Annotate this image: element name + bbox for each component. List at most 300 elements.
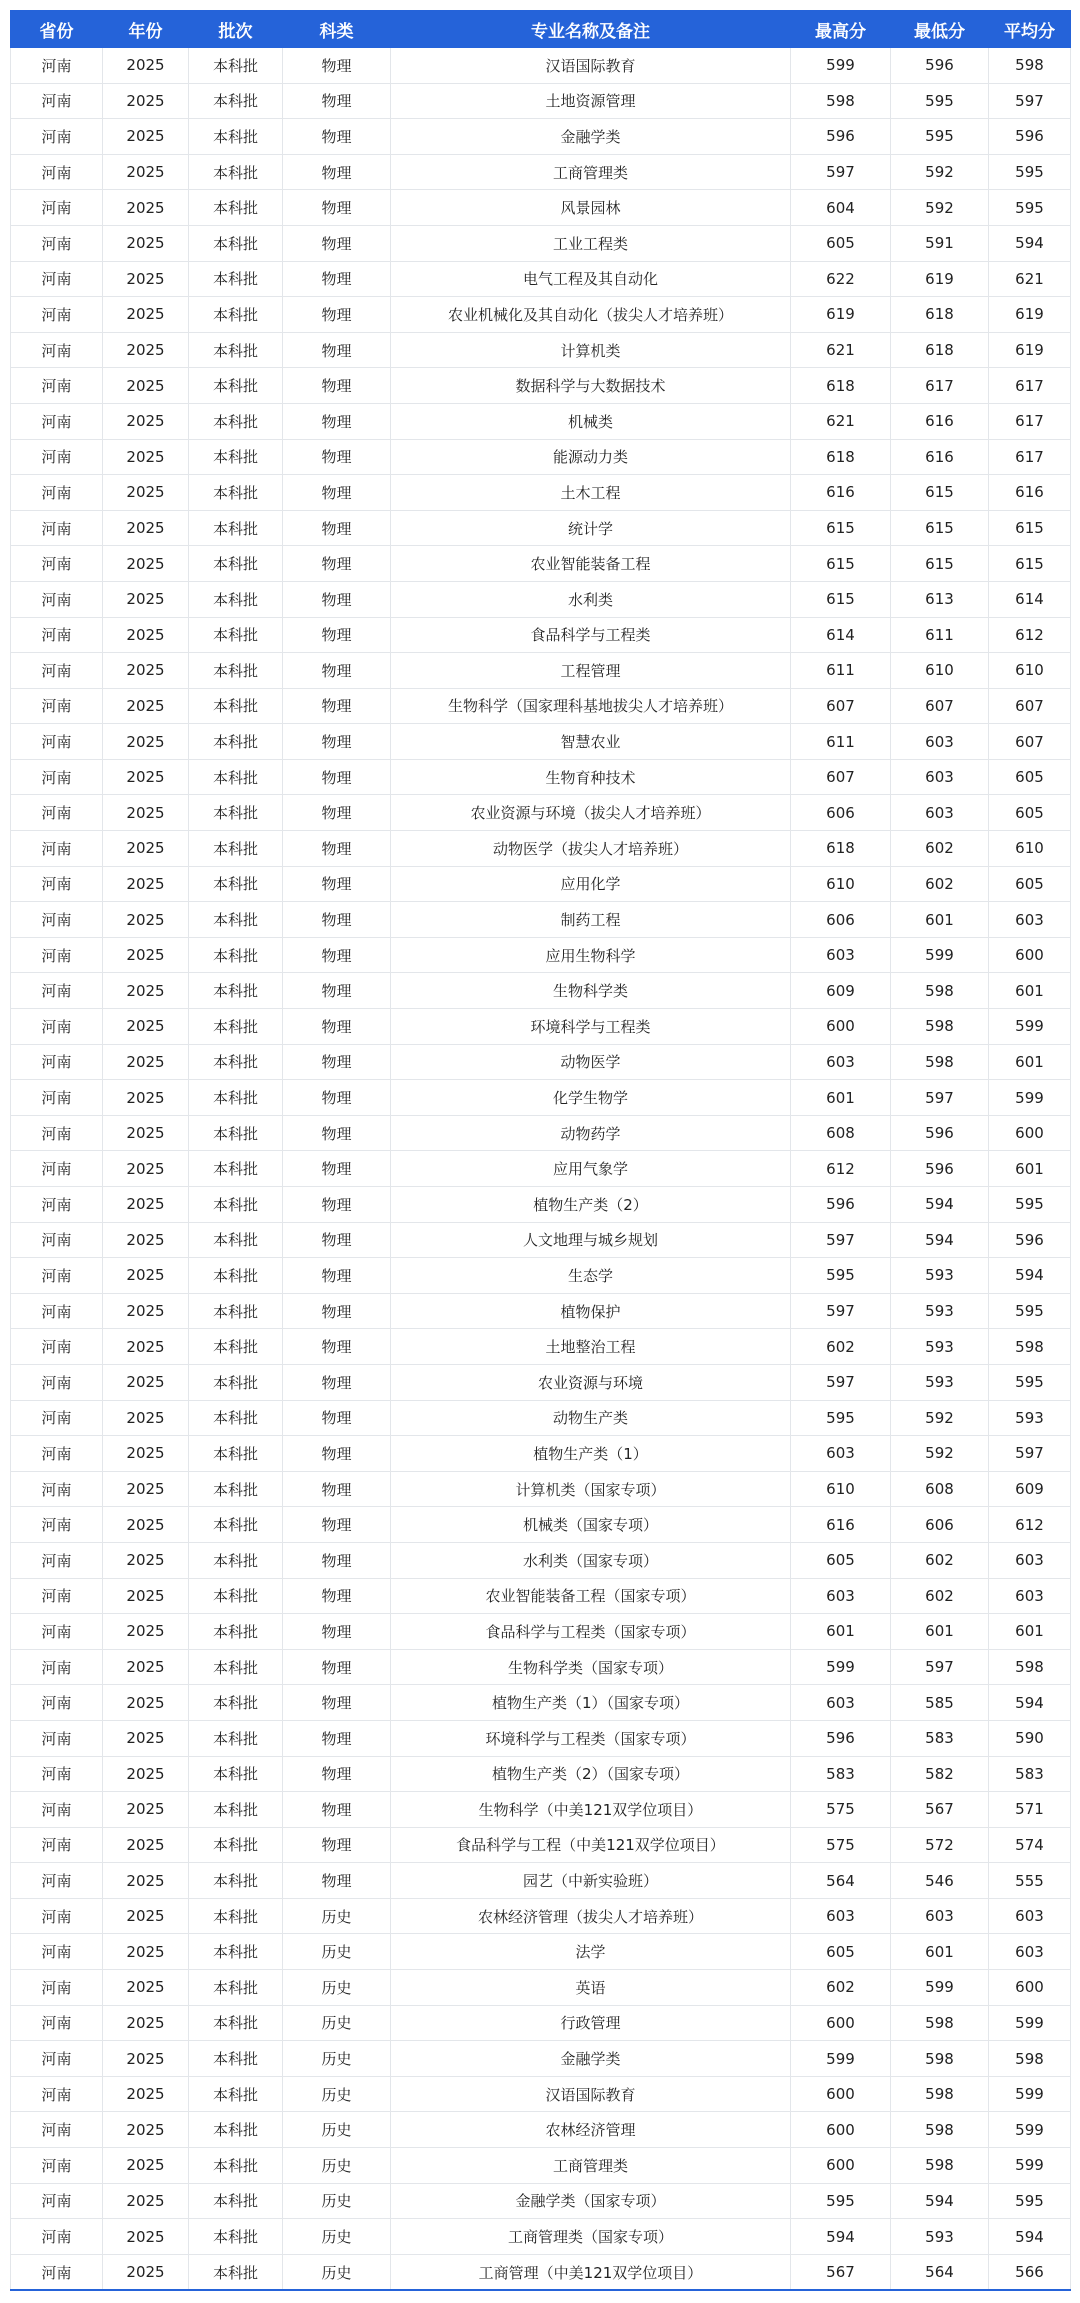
cell-category: 物理	[283, 1542, 391, 1578]
header-batch: 批次	[189, 11, 283, 48]
cell-batch: 本科批	[189, 1080, 283, 1116]
cell-category: 物理	[283, 1080, 391, 1116]
cell-province: 河南	[11, 581, 103, 617]
cell-batch: 本科批	[189, 1970, 283, 2006]
cell-max-score: 611	[791, 653, 891, 689]
cell-year: 2025	[103, 475, 189, 511]
cell-avg-score: 574	[989, 1827, 1071, 1863]
cell-year: 2025	[103, 2041, 189, 2077]
cell-avg-score: 595	[989, 1364, 1071, 1400]
cell-min-score: 585	[891, 1685, 989, 1721]
cell-batch: 本科批	[189, 439, 283, 475]
cell-year: 2025	[103, 1400, 189, 1436]
cell-province: 河南	[11, 1080, 103, 1116]
cell-year: 2025	[103, 154, 189, 190]
cell-year: 2025	[103, 2005, 189, 2041]
cell-avg-score: 601	[989, 973, 1071, 1009]
cell-avg-score: 621	[989, 261, 1071, 297]
cell-max-score: 599	[791, 2041, 891, 2077]
cell-province: 河南	[11, 1471, 103, 1507]
cell-batch: 本科批	[189, 546, 283, 582]
cell-province: 河南	[11, 2005, 103, 2041]
cell-avg-score: 619	[989, 332, 1071, 368]
cell-batch: 本科批	[189, 1756, 283, 1792]
cell-year: 2025	[103, 1542, 189, 1578]
cell-province: 河南	[11, 759, 103, 795]
cell-major: 应用生物科学	[391, 937, 791, 973]
cell-year: 2025	[103, 297, 189, 333]
cell-batch: 本科批	[189, 190, 283, 226]
cell-year: 2025	[103, 617, 189, 653]
cell-category: 物理	[283, 937, 391, 973]
cell-year: 2025	[103, 1649, 189, 1685]
cell-batch: 本科批	[189, 2005, 283, 2041]
cell-year: 2025	[103, 937, 189, 973]
cell-year: 2025	[103, 1080, 189, 1116]
cell-province: 河南	[11, 2219, 103, 2255]
cell-max-score: 600	[791, 2076, 891, 2112]
cell-max-score: 583	[791, 1756, 891, 1792]
cell-batch: 本科批	[189, 866, 283, 902]
cell-batch: 本科批	[189, 1614, 283, 1650]
cell-province: 河南	[11, 1400, 103, 1436]
cell-max-score: 610	[791, 1471, 891, 1507]
cell-category: 物理	[283, 581, 391, 617]
cell-category: 物理	[283, 866, 391, 902]
table-row	[11, 83, 1071, 119]
cell-major: 机械类（国家专项）	[391, 1507, 791, 1543]
cell-major: 植物生产类（1）	[391, 1436, 791, 1472]
table-row	[11, 795, 1071, 831]
cell-category: 历史	[283, 1934, 391, 1970]
cell-province: 河南	[11, 48, 103, 84]
cell-batch: 本科批	[189, 475, 283, 511]
cell-avg-score: 605	[989, 759, 1071, 795]
cell-category: 物理	[283, 1685, 391, 1721]
table-row	[11, 1044, 1071, 1080]
cell-province: 河南	[11, 1578, 103, 1614]
cell-min-score: 615	[891, 546, 989, 582]
cell-min-score: 546	[891, 1863, 989, 1899]
cell-avg-score: 571	[989, 1792, 1071, 1828]
cell-major: 法学	[391, 1934, 791, 1970]
cell-min-score: 597	[891, 1649, 989, 1685]
cell-avg-score: 555	[989, 1863, 1071, 1899]
cell-avg-score: 596	[989, 119, 1071, 155]
cell-batch: 本科批	[189, 653, 283, 689]
cell-major: 工商管理类（国家专项）	[391, 2219, 791, 2255]
cell-province: 河南	[11, 1115, 103, 1151]
cell-batch: 本科批	[189, 1649, 283, 1685]
cell-year: 2025	[103, 1685, 189, 1721]
cell-major: 水利类（国家专项）	[391, 1542, 791, 1578]
cell-batch: 本科批	[189, 617, 283, 653]
cell-avg-score: 610	[989, 653, 1071, 689]
cell-major: 生态学	[391, 1258, 791, 1294]
cell-category: 物理	[283, 795, 391, 831]
cell-category: 物理	[283, 368, 391, 404]
cell-max-score: 603	[791, 1898, 891, 1934]
cell-category: 物理	[283, 831, 391, 867]
table-row	[11, 475, 1071, 511]
cell-year: 2025	[103, 1364, 189, 1400]
cell-province: 河南	[11, 653, 103, 689]
cell-min-score: 608	[891, 1471, 989, 1507]
table-row	[11, 439, 1071, 475]
cell-category: 物理	[283, 1614, 391, 1650]
table-row	[11, 1222, 1071, 1258]
cell-year: 2025	[103, 973, 189, 1009]
cell-province: 河南	[11, 2041, 103, 2077]
cell-major: 土地整治工程	[391, 1329, 791, 1365]
cell-min-score: 591	[891, 225, 989, 261]
cell-category: 物理	[283, 510, 391, 546]
table-row	[11, 190, 1071, 226]
cell-avg-score: 595	[989, 2183, 1071, 2219]
cell-avg-score: 595	[989, 1293, 1071, 1329]
cell-major: 化学生物学	[391, 1080, 791, 1116]
cell-year: 2025	[103, 1115, 189, 1151]
table-row	[11, 1329, 1071, 1365]
cell-max-score: 618	[791, 439, 891, 475]
cell-major: 植物保护	[391, 1293, 791, 1329]
cell-province: 河南	[11, 2183, 103, 2219]
cell-avg-score: 599	[989, 1009, 1071, 1045]
cell-province: 河南	[11, 1685, 103, 1721]
cell-category: 物理	[283, 1863, 391, 1899]
cell-year: 2025	[103, 403, 189, 439]
cell-avg-score: 615	[989, 510, 1071, 546]
cell-min-score: 615	[891, 475, 989, 511]
cell-category: 物理	[283, 1364, 391, 1400]
cell-year: 2025	[103, 1258, 189, 1294]
cell-year: 2025	[103, 1293, 189, 1329]
cell-category: 物理	[283, 1471, 391, 1507]
cell-province: 河南	[11, 1151, 103, 1187]
cell-min-score: 603	[891, 724, 989, 760]
cell-year: 2025	[103, 261, 189, 297]
cell-batch: 本科批	[189, 368, 283, 404]
cell-category: 历史	[283, 2005, 391, 2041]
cell-max-score: 607	[791, 759, 891, 795]
cell-max-score: 601	[791, 1080, 891, 1116]
cell-max-score: 609	[791, 973, 891, 1009]
cell-min-score: 601	[891, 1614, 989, 1650]
table-row	[11, 581, 1071, 617]
cell-category: 物理	[283, 225, 391, 261]
cell-avg-score: 594	[989, 1258, 1071, 1294]
cell-avg-score: 610	[989, 831, 1071, 867]
table-row	[11, 2005, 1071, 2041]
cell-year: 2025	[103, 866, 189, 902]
cell-max-score: 603	[791, 937, 891, 973]
cell-min-score: 564	[891, 2254, 989, 2290]
cell-major: 金融学类	[391, 119, 791, 155]
cell-year: 2025	[103, 1009, 189, 1045]
cell-province: 河南	[11, 1542, 103, 1578]
cell-min-score: 607	[891, 688, 989, 724]
cell-province: 河南	[11, 2112, 103, 2148]
cell-category: 物理	[283, 1044, 391, 1080]
cell-min-score: 606	[891, 1507, 989, 1543]
cell-province: 河南	[11, 1044, 103, 1080]
cell-min-score: 593	[891, 2219, 989, 2255]
cell-year: 2025	[103, 688, 189, 724]
table-row	[11, 1685, 1071, 1721]
cell-province: 河南	[11, 1436, 103, 1472]
cell-avg-score: 598	[989, 2041, 1071, 2077]
cell-batch: 本科批	[189, 724, 283, 760]
cell-avg-score: 566	[989, 2254, 1071, 2290]
cell-batch: 本科批	[189, 119, 283, 155]
cell-year: 2025	[103, 1471, 189, 1507]
cell-province: 河南	[11, 831, 103, 867]
cell-avg-score: 600	[989, 1970, 1071, 2006]
cell-batch: 本科批	[189, 1863, 283, 1899]
cell-major: 园艺（中新实验班）	[391, 1863, 791, 1899]
cell-max-score: 614	[791, 617, 891, 653]
cell-avg-score: 607	[989, 688, 1071, 724]
cell-batch: 本科批	[189, 1151, 283, 1187]
cell-major: 行政管理	[391, 2005, 791, 2041]
cell-category: 物理	[283, 724, 391, 760]
cell-batch: 本科批	[189, 1293, 283, 1329]
cell-batch: 本科批	[189, 1685, 283, 1721]
cell-major: 电气工程及其自动化	[391, 261, 791, 297]
cell-max-score: 600	[791, 2112, 891, 2148]
cell-avg-score: 599	[989, 2148, 1071, 2184]
cell-major: 智慧农业	[391, 724, 791, 760]
cell-year: 2025	[103, 2183, 189, 2219]
cell-year: 2025	[103, 1756, 189, 1792]
cell-batch: 本科批	[189, 581, 283, 617]
cell-min-score: 592	[891, 190, 989, 226]
table-row	[11, 1542, 1071, 1578]
cell-category: 物理	[283, 973, 391, 1009]
cell-avg-score: 601	[989, 1044, 1071, 1080]
cell-major: 应用化学	[391, 866, 791, 902]
cell-major: 植物生产类（2）（国家专项）	[391, 1756, 791, 1792]
table-row	[11, 1258, 1071, 1294]
cell-major: 农业资源与环境	[391, 1364, 791, 1400]
cell-province: 河南	[11, 439, 103, 475]
cell-batch: 本科批	[189, 1827, 283, 1863]
cell-max-score: 600	[791, 2005, 891, 2041]
cell-batch: 本科批	[189, 1329, 283, 1365]
cell-avg-score: 600	[989, 1115, 1071, 1151]
table-row	[11, 653, 1071, 689]
cell-batch: 本科批	[189, 332, 283, 368]
cell-major: 农林经济管理	[391, 2112, 791, 2148]
cell-avg-score: 609	[989, 1471, 1071, 1507]
table-row	[11, 688, 1071, 724]
cell-year: 2025	[103, 1151, 189, 1187]
cell-min-score: 601	[891, 1934, 989, 1970]
cell-batch: 本科批	[189, 1400, 283, 1436]
cell-province: 河南	[11, 225, 103, 261]
cell-batch: 本科批	[189, 1222, 283, 1258]
cell-province: 河南	[11, 724, 103, 760]
score-table-container	[10, 10, 1070, 2291]
table-row	[11, 1578, 1071, 1614]
cell-province: 河南	[11, 154, 103, 190]
cell-category: 物理	[283, 1187, 391, 1223]
cell-category: 物理	[283, 759, 391, 795]
cell-year: 2025	[103, 1720, 189, 1756]
cell-max-score: 575	[791, 1792, 891, 1828]
cell-year: 2025	[103, 724, 189, 760]
cell-min-score: 611	[891, 617, 989, 653]
cell-max-score: 608	[791, 1115, 891, 1151]
cell-max-score: 606	[791, 795, 891, 831]
table-row	[11, 1934, 1071, 1970]
cell-province: 河南	[11, 119, 103, 155]
table-row	[11, 154, 1071, 190]
cell-batch: 本科批	[189, 1792, 283, 1828]
cell-avg-score: 597	[989, 1436, 1071, 1472]
cell-major: 计算机类（国家专项）	[391, 1471, 791, 1507]
cell-category: 历史	[283, 2112, 391, 2148]
cell-min-score: 599	[891, 1970, 989, 2006]
cell-province: 河南	[11, 2076, 103, 2112]
cell-year: 2025	[103, 1044, 189, 1080]
cell-min-score: 592	[891, 1436, 989, 1472]
cell-major: 机械类	[391, 403, 791, 439]
cell-category: 物理	[283, 1222, 391, 1258]
cell-batch: 本科批	[189, 1934, 283, 1970]
cell-max-score: 604	[791, 190, 891, 226]
cell-major: 农业智能装备工程	[391, 546, 791, 582]
table-row	[11, 1898, 1071, 1934]
cell-avg-score: 603	[989, 1934, 1071, 1970]
cell-major: 动物医学	[391, 1044, 791, 1080]
cell-avg-score: 598	[989, 1329, 1071, 1365]
cell-category: 物理	[283, 1507, 391, 1543]
table-row	[11, 2219, 1071, 2255]
cell-province: 河南	[11, 546, 103, 582]
cell-max-score: 606	[791, 902, 891, 938]
cell-batch: 本科批	[189, 688, 283, 724]
cell-category: 物理	[283, 1720, 391, 1756]
cell-min-score: 603	[891, 1898, 989, 1934]
cell-max-score: 595	[791, 1400, 891, 1436]
cell-min-score: 592	[891, 1400, 989, 1436]
cell-avg-score: 599	[989, 2112, 1071, 2148]
cell-province: 河南	[11, 1258, 103, 1294]
cell-major: 数据科学与大数据技术	[391, 368, 791, 404]
cell-year: 2025	[103, 1898, 189, 1934]
cell-batch: 本科批	[189, 261, 283, 297]
cell-category: 物理	[283, 1436, 391, 1472]
cell-avg-score: 612	[989, 1507, 1071, 1543]
cell-max-score: 611	[791, 724, 891, 760]
cell-category: 物理	[283, 190, 391, 226]
cell-batch: 本科批	[189, 973, 283, 1009]
cell-major: 金融学类	[391, 2041, 791, 2077]
table-row	[11, 1863, 1071, 1899]
cell-min-score: 598	[891, 973, 989, 1009]
cell-max-score: 621	[791, 332, 891, 368]
cell-min-score: 592	[891, 154, 989, 190]
header-major: 专业名称及备注	[391, 11, 791, 48]
table-row	[11, 1400, 1071, 1436]
cell-major: 环境科学与工程类（国家专项）	[391, 1720, 791, 1756]
cell-province: 河南	[11, 1649, 103, 1685]
table-row	[11, 1720, 1071, 1756]
cell-province: 河南	[11, 937, 103, 973]
cell-major: 汉语国际教育	[391, 48, 791, 84]
header-avg-score: 平均分	[989, 11, 1071, 48]
cell-max-score: 605	[791, 1542, 891, 1578]
cell-avg-score: 599	[989, 2005, 1071, 2041]
cell-major: 动物医学（拔尖人才培养班）	[391, 831, 791, 867]
cell-batch: 本科批	[189, 297, 283, 333]
cell-min-score: 598	[891, 2005, 989, 2041]
cell-year: 2025	[103, 332, 189, 368]
cell-province: 河南	[11, 510, 103, 546]
table-header-row	[11, 11, 1071, 48]
cell-category: 物理	[283, 1578, 391, 1614]
cell-province: 河南	[11, 1827, 103, 1863]
cell-year: 2025	[103, 1970, 189, 2006]
cell-avg-score: 590	[989, 1720, 1071, 1756]
cell-category: 物理	[283, 1827, 391, 1863]
table-row	[11, 617, 1071, 653]
cell-max-score: 597	[791, 154, 891, 190]
cell-min-score: 595	[891, 83, 989, 119]
cell-category: 物理	[283, 297, 391, 333]
cell-category: 物理	[283, 403, 391, 439]
table-row	[11, 1187, 1071, 1223]
cell-max-score: 618	[791, 831, 891, 867]
cell-max-score: 612	[791, 1151, 891, 1187]
cell-major: 植物生产类（2）	[391, 1187, 791, 1223]
cell-min-score: 598	[891, 2041, 989, 2077]
cell-max-score: 597	[791, 1364, 891, 1400]
cell-category: 历史	[283, 1898, 391, 1934]
cell-year: 2025	[103, 510, 189, 546]
cell-max-score: 595	[791, 1258, 891, 1294]
cell-year: 2025	[103, 795, 189, 831]
cell-category: 物理	[283, 439, 391, 475]
cell-batch: 本科批	[189, 1720, 283, 1756]
cell-min-score: 618	[891, 332, 989, 368]
cell-year: 2025	[103, 1863, 189, 1899]
cell-batch: 本科批	[189, 902, 283, 938]
table-row	[11, 724, 1071, 760]
cell-category: 物理	[283, 1329, 391, 1365]
cell-avg-score: 598	[989, 48, 1071, 84]
cell-min-score: 596	[891, 48, 989, 84]
cell-province: 河南	[11, 368, 103, 404]
cell-batch: 本科批	[189, 2254, 283, 2290]
cell-batch: 本科批	[189, 2183, 283, 2219]
table-row	[11, 1507, 1071, 1543]
cell-year: 2025	[103, 368, 189, 404]
cell-max-score: 598	[791, 83, 891, 119]
cell-max-score: 605	[791, 1934, 891, 1970]
cell-category: 物理	[283, 688, 391, 724]
cell-year: 2025	[103, 1187, 189, 1223]
table-row	[11, 759, 1071, 795]
cell-batch: 本科批	[189, 2148, 283, 2184]
cell-province: 河南	[11, 902, 103, 938]
cell-major: 工商管理类	[391, 154, 791, 190]
table-row	[11, 1649, 1071, 1685]
cell-major: 工程管理	[391, 653, 791, 689]
cell-province: 河南	[11, 332, 103, 368]
cell-category: 物理	[283, 1756, 391, 1792]
